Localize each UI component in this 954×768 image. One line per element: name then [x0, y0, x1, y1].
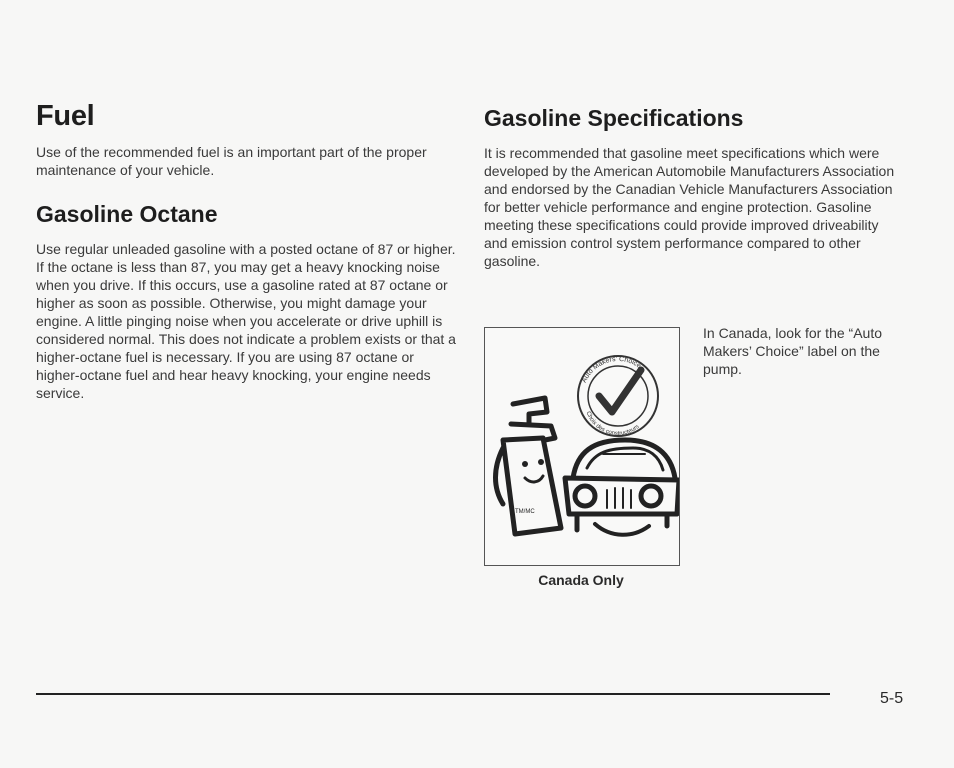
gas-pump-character-icon	[496, 398, 562, 534]
octane-heading: Gasoline Octane	[36, 201, 218, 227]
seal-top-text: Auto Makers' Choice	[580, 355, 643, 384]
fuel-heading: Fuel	[36, 100, 95, 132]
seal-bottom-text: Choix des constructeurs	[584, 410, 641, 438]
left-column	[36, 100, 456, 402]
tm-text: TM/MC	[515, 509, 535, 515]
right-column	[484, 105, 904, 270]
page-number: 5-5	[880, 690, 904, 707]
figure-caption: Canada Only	[538, 572, 624, 588]
fuel-intro: Use of the recommended fuel is an important part of the proper maintenance of your vehicle.	[36, 144, 427, 178]
specs-heading: Gasoline Specifications	[484, 105, 744, 131]
auto-makers-choice-illustration	[484, 327, 680, 566]
choice-seal-icon	[578, 356, 658, 437]
footer-rule	[36, 693, 830, 695]
pump-and-car-icon	[485, 328, 679, 565]
car-character-icon	[565, 440, 679, 535]
specs-body: It is recommended that gasoline meet specifications which were developed by the American Automobile Manufacturers Association and endorsed by the Canadian Vehicle Manufacturers Association for better vehicle performance and engine protection. Gasoline meeting these specifications could provide improved driveability and emission control system performance compared to other gasoline.	[484, 145, 895, 269]
octane-body: Use regular unleaded gasoline with a posted octane of 87 or higher. If the octane is less than 87, you may get a heavy knocking noise when you drive. If this occurs, use a gasoline rated at 87 octane or higher as soon as possible. Otherwise, you might damage your engine. A little pinging noise when you accelerate or drive uphill is considered normal. This does not indicate a problem exists or that a higher-octane fuel is necessary. If you are using 87 octane or higher-octane fuel and hear heavy knocking, your engine needs service.	[36, 241, 456, 401]
canada-note: In Canada, look for the “Auto Makers’ Choice” label on the pump.	[703, 325, 882, 377]
